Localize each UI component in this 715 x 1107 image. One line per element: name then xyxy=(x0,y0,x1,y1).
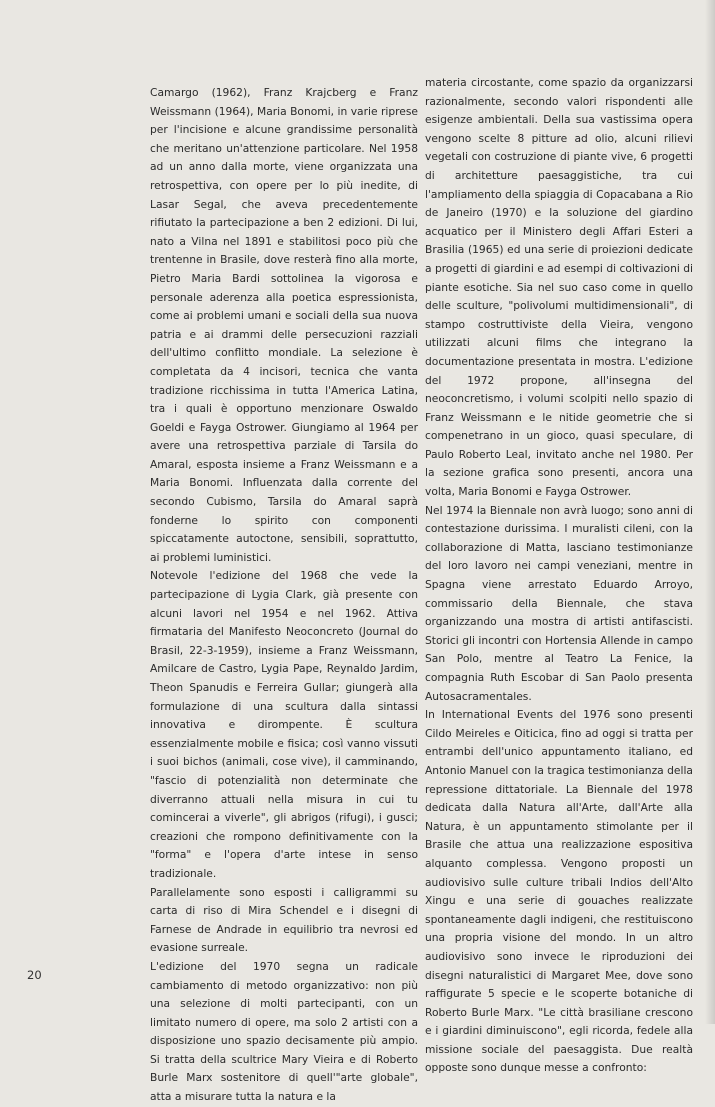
paragraph: Notevole l'edizione del 1968 che vede la partecipazione di Lygia Clark, già presente con alcuni lavori nel 1954 e nel 1962. Attiva firmataria del Manifesto Neoconcreto (Journal do Brasil, 22-3-1959), insieme a Franz Weissmann, Amilcare de Castro, Lygia Pape, Reynaldo Jardim, Theon Spanudis e Ferreira Gullar; giungerà alla formulazione di una scultura dalla sintassi innovativa e dirompente. È scultura essenzialmente mobile e fisica; così vanno vissuti i suoi bichos (animali, cose vive), il camminando, "fascio di potenzialità non determinate che diverranno attuali nella misura in cui tu comincerai a viverle", gli abrigos (rifugi), i gusci; creazioni che rompono definitivamente con la "forma" e l'opera d'arte intese in senso tradizionale. xyxy=(150,569,418,880)
right-text-column xyxy=(425,74,693,1078)
paragraph: In International Events del 1976 sono presenti Cildo Meireles e Oiticica, fino ad oggi si tratta per entrambi dell'unico appuntamento italiano, ed Antonio Manuel con la tragica testimonianza della repressione dittatoriale. La Biennale del 1978 dedicata dalla Natura all'Arte, dall'Arte alla Natura, è un appuntamento stimolante per il Brasile che attua una realizzazione espositiva alquanto complessa. Vengono proposti un audiovisivo sulle culture tribali Indios dell'Alto Xingu e una serie di gouaches realizzate spontaneamente dagli indigeni, che restituiscono una propria visione del mondo. In un altro audiovisivo sono invece le riproduzioni dei disegni naturalistici di Margaret Mee, dove sono raffigurate 5 specie e le scoperte botaniche di Roberto Burle Marx. "Le città brasiliane crescono e i giardini diminuiscono", egli ricorda, fedele alla missione sociale del paesaggista. Due realtà opposte sono dunque messe a confronto: xyxy=(425,708,693,1075)
paragraph: Camargo (1962), Franz Krajcberg e Franz Weissmann (1964), Maria Bonomi, in varie riprese per l'incisione e alcune grandissime personalità che meritano un'attenzione particolare. Nel 1958 ad un anno dalla morte, viene organizzata una retrospettiva, con opere per lo più inedite, di Lasar Segal, che aveva precedentemente rifiutato la partecipazione a ben 2 edizioni. Di lui, nato a Vilna nel 1891 e stabilitosi poco più che trentenne in Brasile, dove resterà fino alla morte, Pietro Maria Bardi sottolinea la vigorosa e personale aderenza alla poetica espressionista, come ai problemi umani e sociali della sua nuova patria e ai drammi delle persecuzioni razziali dell'ultimo conflitto mondiale. La selezione è completata da 4 incisori, tecnica che vanta tradizione ricchissima in tutta l'America Latina, tra i quali è opportuno menzionare Oswaldo Goeldi e Fayga Ostrower. Giungiamo al 1964 per avere una retrospettiva parziale di Tarsila do Amaral, esposta insieme a Franz Weissmann e a Maria Bonomi. Influenzata dalla corrente del secondo Cubismo, Tarsila do Amaral saprà fonderne lo spirito con componenti spiccatamente autoctone, sensibili, soprattutto, ai problemi luministici. xyxy=(150,86,418,564)
paragraph: Nel 1974 la Biennale non avrà luogo; sono anni di contestazione durissima. I muralisti cileni, con la collaborazione di Matta, lasciano testimonianze del loro lavoro nei campi veneziani, mentre in Spagna viene arrestato Eduardo Arroyo, commissario della Biennale, che stava organizzando una mostra di artisti antifascisti. Storici gli incontri con Hortensia Allende in campo San Polo, mentre al Teatro La Fenice, la compagnia Ruth Escobar di San Paolo presenta Autosacramentales. xyxy=(425,503,693,703)
left-text-column xyxy=(150,84,418,1107)
paragraph: L'edizione del 1970 segna un radicale cambiamento di metodo organizzativo: non più una selezione di molti partecipanti, con un limitato numero di opere, ma solo 2 artisti con a disposizione uno spazio decisamente più ampio. Si tratta della scultrice Mary Vieira e di Roberto Burle Marx sostenitore di quell'"arte globale", atta a misurare tutta la natura e la xyxy=(150,959,418,1104)
page-number: 20 xyxy=(27,968,42,982)
paragraph: Parallelamente sono esposti i calligrammi su carta di riso di Mira Schendel e i disegni di Farnese de Andrade in equilibrio tra nevrosi ed evasione surreale. xyxy=(150,885,418,955)
paragraph: materia circostante, come spazio da organizzarsi razionalmente, secondo valori rispondenti alle esigenze ambientali. Della sua vastissima opera vengono scelte 8 pitture ad olio, alcuni rilievi vegetali con costruzione di piante vive, 6 progetti di architetture paesaggistiche, tra cui l'ampliamento della spiaggia di Copacabana a Rio de Janeiro (1970) e la soluzione del giardino acquatico per il Ministero degli Affari Esteri a Brasilia (1965) ed una serie di proiezioni dedicate a progetti di giardini e ad esempi di coltivazioni di piante esotiche. Sia nel suo caso come in quello delle sculture, "polivolumi multidimensionali", di stampo costruttiviste della Vieira, vengono utilizzati alcuni films che integrano la documentazione presentata in mostra. L'edizione del 1972 propone, all'insegna del neoconcretismo, i volumi scolpiti nello spazio di Franz Weissmann e le nitide geometrie che si compenetrano in un gioco, quasi speculare, di Paulo Roberto Leal, invitato anche nel 1980. Per la sezione grafica sono presenti, ancora una volta, Maria Bonomi e Fayga Ostrower. xyxy=(425,76,693,499)
page-edge-shadow xyxy=(705,0,715,1024)
